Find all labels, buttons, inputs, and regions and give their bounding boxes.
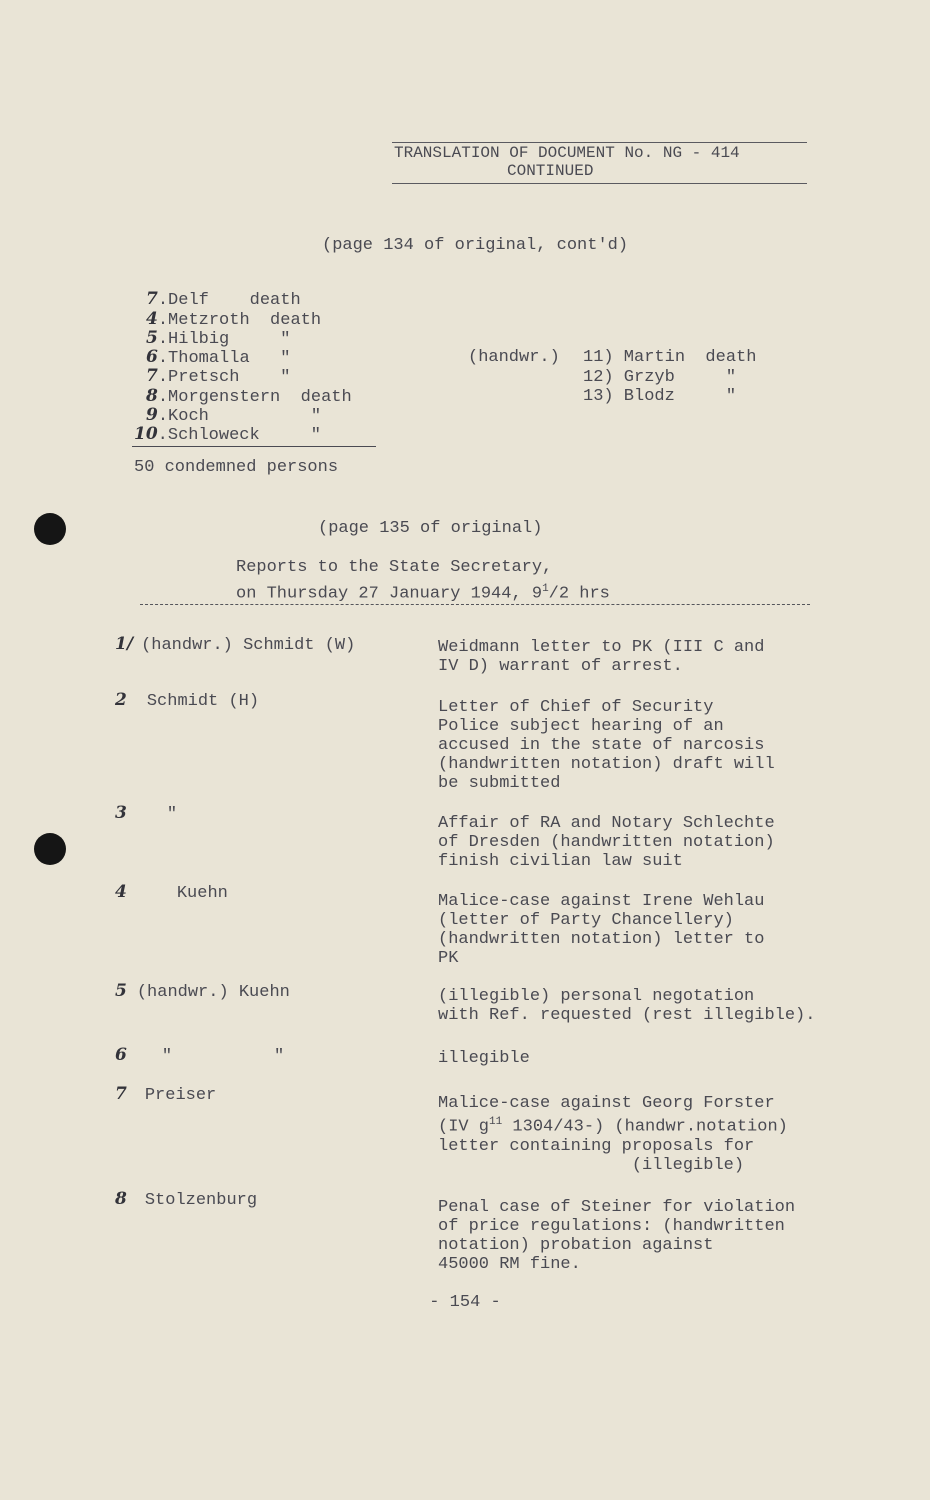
entry-name: 7 Preiser bbox=[115, 1084, 217, 1105]
report-heading-line1: Reports to the State Secretary, bbox=[236, 558, 553, 577]
entry-name: 3 " bbox=[115, 803, 178, 824]
entry-name: 5 (handwr.) Kuehn bbox=[115, 981, 290, 1002]
list-item: 11) Martin death bbox=[583, 348, 757, 367]
list-item: 6.Thomalla " bbox=[146, 347, 291, 368]
entry-name: 1/ (handwr.) Schmidt (W) bbox=[115, 634, 356, 655]
list-item: 4.Metzroth death bbox=[146, 309, 322, 330]
entry-text: illegible bbox=[438, 1049, 530, 1068]
page-number: - 154 - bbox=[429, 1293, 501, 1312]
list-item: 13) Blodz " bbox=[583, 387, 737, 406]
page134-caption: (page 134 of original, cont'd) bbox=[322, 236, 629, 255]
list-item: 10.Schloweck " bbox=[134, 424, 321, 445]
entry-name: 6 " " bbox=[115, 1045, 285, 1066]
entry-text: (illegible) personal negotation with Ref. requested (rest illegible). bbox=[438, 987, 816, 1025]
report-heading-line2: on Thursday 27 January 1944, $9^1/2$ hrs bbox=[236, 583, 610, 604]
header-title: TRANSLATION OF DOCUMENT No. NG - 414 bbox=[394, 144, 740, 162]
header-subtitle: CONTINUED bbox=[507, 162, 594, 180]
punch-hole bbox=[34, 833, 66, 865]
entry-text: Penal case of Steiner for violation of price regulations: (handwritten notation) probation against 45000 RM fine. bbox=[438, 1198, 796, 1274]
entry-text: Affair of RA and Notary Schlechte of Dresden (handwritten notation) finish civilian law suit bbox=[438, 814, 775, 871]
entry-text: Letter of Chief of Security Police subject hearing of an accused in the state of narcosis (handwritten notation) draft will be submitted bbox=[438, 698, 775, 793]
entry-text: Malice-case against Irene Wehlau (letter of Party Chancellery) (handwritten notation) letter to PK bbox=[438, 892, 765, 968]
punch-hole bbox=[34, 513, 66, 545]
condemned-total: 50 condemned persons bbox=[134, 458, 339, 477]
entry-text: Weidmann letter to PK (III C and IV D) warrant of arrest. bbox=[438, 638, 765, 676]
entry-name: 8 Stolzenburg bbox=[115, 1189, 258, 1210]
list-item: 5.Hilbig " bbox=[146, 328, 291, 349]
handwritten-label: (handwr.) bbox=[468, 348, 560, 367]
entry-name: 2 Schmidt (H) bbox=[115, 690, 260, 711]
page135-caption: (page 135 of original) bbox=[318, 519, 543, 538]
entry-name: 4 Kuehn bbox=[115, 882, 228, 903]
list-item: 7.Pretsch " bbox=[146, 366, 291, 387]
list-item: 12) Grzyb " bbox=[583, 368, 737, 387]
list-item: 9.Koch " bbox=[146, 405, 322, 426]
list-item: 8.Morgenstern death bbox=[146, 386, 352, 407]
list-item: 7.Delf death bbox=[146, 289, 301, 310]
entry-text: Malice-case against Georg Forster (IV $g^{11}$ 1304/43-) (handwr.notation) letter containing proposals for (illegible) bbox=[438, 1094, 788, 1175]
